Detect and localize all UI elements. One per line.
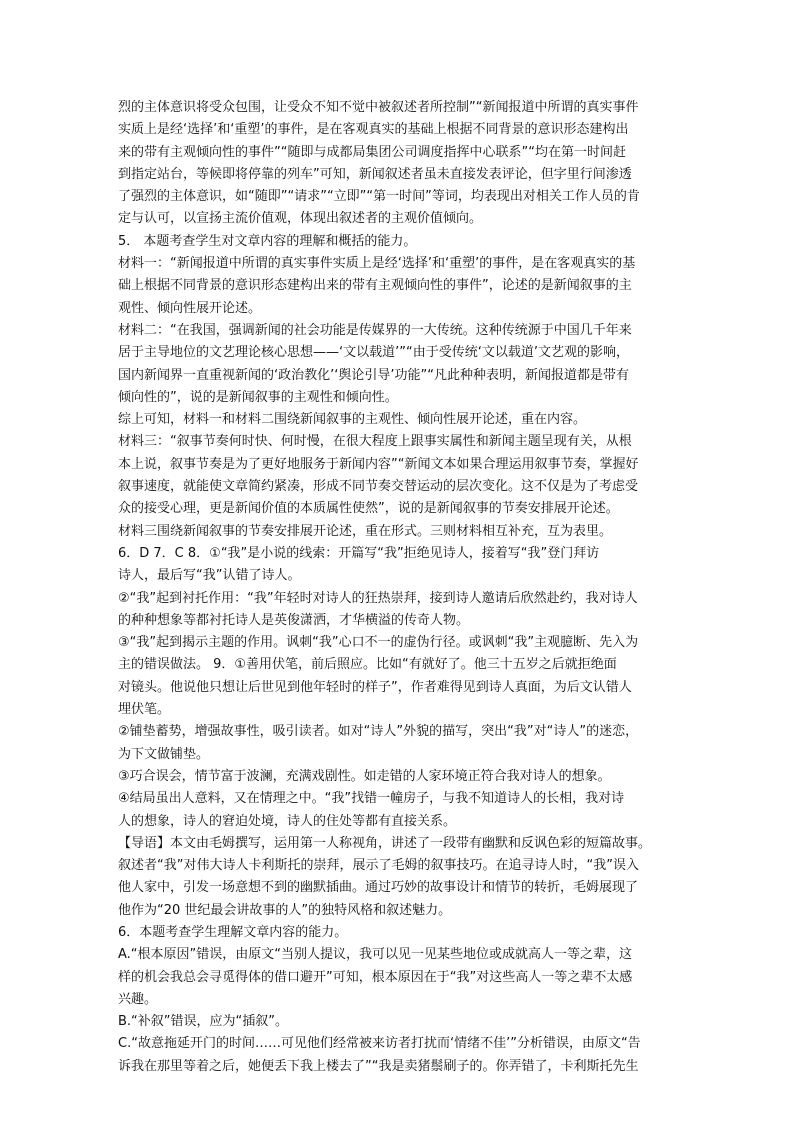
document-body xyxy=(118,97,685,1078)
text-line: 综上可知，材料一和材料二围绕新闻叙事的主观性、倾向性展开论述，重在内容。 xyxy=(118,412,587,428)
text-line: 诗人，最后写“我”认错了诗人。 xyxy=(118,568,301,584)
text-line: ③“我”起到揭示主题的作用。讽刺“我”心口不一的虚伪行径。或讽刺“我”主观臆断、先入为 xyxy=(118,635,639,651)
text-line: 倾向性的”，说的是新闻叙事的主观性和倾向性。 xyxy=(118,389,398,405)
text-line: 材料一：“新闻报道中所谓的真实事件实质上是经‘选择’和‘重塑’的事件，是在客观真实的基 xyxy=(118,256,636,272)
text-line: 定与认可，以宣扬主流价值观，体现出叙述者的主观价值倾向。 xyxy=(118,211,483,227)
text-line: 诉我在那里等着之后，她便丢下我上楼去了”“我是卖猪鬃刷子的。你弄错了，卡利斯托先生 xyxy=(118,1058,639,1074)
text-line: 的种种想象等都衬托诗人是英俊潇洒，才华横溢的传奇人物。 xyxy=(118,612,470,628)
text-line: 础上根据不同背景的意识形态建构出来的带有主观倾向性的事件”，论述的是新闻叙事的主 xyxy=(118,278,632,294)
text-line: ③巧合误会，情节富于波澜，充满戏剧性。如走错的人家环境正符合我对诗人的想象。 xyxy=(118,768,611,784)
text-line: 6．D 7．C 8．①“我”是小说的线索：开篇写“我”拒绝见诗人，接着写“我”登门拜访 xyxy=(118,545,600,561)
text-line: 众的接受心理，更是新闻价值的本质属性使然”，说的是新闻叙事的节奏安排展开论述。 xyxy=(118,501,619,517)
text-line: C.“故意拖延开门的时间……可见他们经常被来访者打扰而‘情绪不佳’”分析错误，由原文“告 xyxy=(118,1036,641,1052)
text-line: 样的机会我总会寻觅得体的借口避开”可知，根本原因在于“我”对这些高人一等之辈不太感 xyxy=(118,969,633,985)
text-line: 他作为“20 世纪最会讲故事的人”的独特风格和叙述魅力。 xyxy=(118,902,452,918)
text-line: 叙事速度，就能使文章简约紧凑，形成不同节奏交替运动的层次变化。这不仅是为了考虑受 xyxy=(118,479,639,495)
text-line: 【导语】本文由毛姆撰写，运用第一人称视角，讲述了一段带有幽默和反讽色彩的短篇故事。 xyxy=(118,835,652,851)
text-line: 为下文做铺垫。 xyxy=(118,746,210,762)
text-line: ②铺垫蓄势，增强故事性，吸引读者。如对“诗人”外貌的描写，突出“我”对“诗人”的迷恋， xyxy=(118,724,639,740)
text-line: 埋伏笔。 xyxy=(118,702,171,718)
text-line: B.“补叙”错误，应为“插叙”。 xyxy=(118,1014,288,1030)
text-line: 他人家中，引发一场意想不到的幽默插曲。通过巧妙的故事设计和情节的转折，毛姆展现了 xyxy=(118,880,639,896)
text-line: 来的带有主观倾向性的事件”“随即与成都局集团公司调度指挥中心联系”“均在第一时间赶 xyxy=(118,144,626,160)
text-line: ④结局虽出人意料，又在情理之中。“我”找错一幢房子，与我不知道诗人的长相，我对诗 xyxy=(118,791,625,807)
text-line: 本上说，叙事节奏是为了更好地服务于新闻内容”“新闻文本如果合理运用叙事节奏，掌握好 xyxy=(118,456,639,472)
text-line: 材料二：“在我国，强调新闻的社会功能是传媒界的一大传统。这种传统源于中国几千年来 xyxy=(118,322,632,338)
text-line: 对镜头。他说他只想让后世见到他年轻时的样子”，作者难得见到诗人真面，为后文认错人 xyxy=(118,679,632,695)
text-line: 国内新闻界一直重视新闻的‘政治教化’‘舆论引导’功能”“凡此种种表明，新闻报道都是带有 xyxy=(118,367,629,383)
text-line: 观性、倾向性展开论述。 xyxy=(118,300,262,316)
text-line: 烈的主体意识将受众包围，让受众不知不觉中被叙述者所控制”“新闻报道中所谓的真实事件 xyxy=(118,100,639,115)
text-line: 兴趣。 xyxy=(118,991,158,1007)
text-line: 6．本题考查学生理解文章内容的能力。 xyxy=(118,924,348,940)
text-line: 主的错误做法。 9．①善用伏笔，前后照应。比如“有就好了。他三十五岁之后就拒绝面 xyxy=(118,657,617,673)
text-line: 到指定站台，等候即将停靠的列车”可知，新闻叙述者虽未直接发表评论，但字里行间渗透 xyxy=(118,166,632,182)
text-line: 材料三围绕新闻叙事的节奏安排展开论述，重在形式。三则材料相互补充，互为表里。 xyxy=(118,523,613,539)
text-line: A.“根本原因”错误，由原文“当别人提议，我可以见一见某些地位或成就高人一等之辈，这 xyxy=(118,947,633,963)
text-line: 居于主导地位的文艺理论核心思想——‘文以载道’”“由于受传统‘文以载道’文艺观的影响， xyxy=(118,345,629,361)
text-line: 5． 本题考查学生对文章内容的理解和概括的能力。 xyxy=(118,233,417,249)
text-line: 材料三：“叙事节奏何时快、何时慢，在很大程度上跟事实属性和新闻主题呈现有关，从根 xyxy=(118,434,632,450)
text-line: 了强烈的主体意识，如“随即”“请求”“立即”“第一时间”等词，均表现出对相关工作人员的肯 xyxy=(118,189,640,205)
text-line: 人的想象，诗人的窘迫处境，诗人的住处等都有直接关系。 xyxy=(118,813,457,829)
text-line: 叙述者“我”对伟大诗人卡利斯托的崇拜，展示了毛姆的叙事技巧。在追寻诗人时，“我”误入 xyxy=(118,858,639,874)
text-line: 实质上是经‘选择’和‘重塑’的事件，是在客观真实的基础上根据不同背景的意识形态建构出 xyxy=(118,122,629,138)
text-line: ②“我”起到衬托作用：“我”年轻时对诗人的狂热崇拜，接到诗人邀请后欣然赴约，我对诗人 xyxy=(118,590,638,606)
